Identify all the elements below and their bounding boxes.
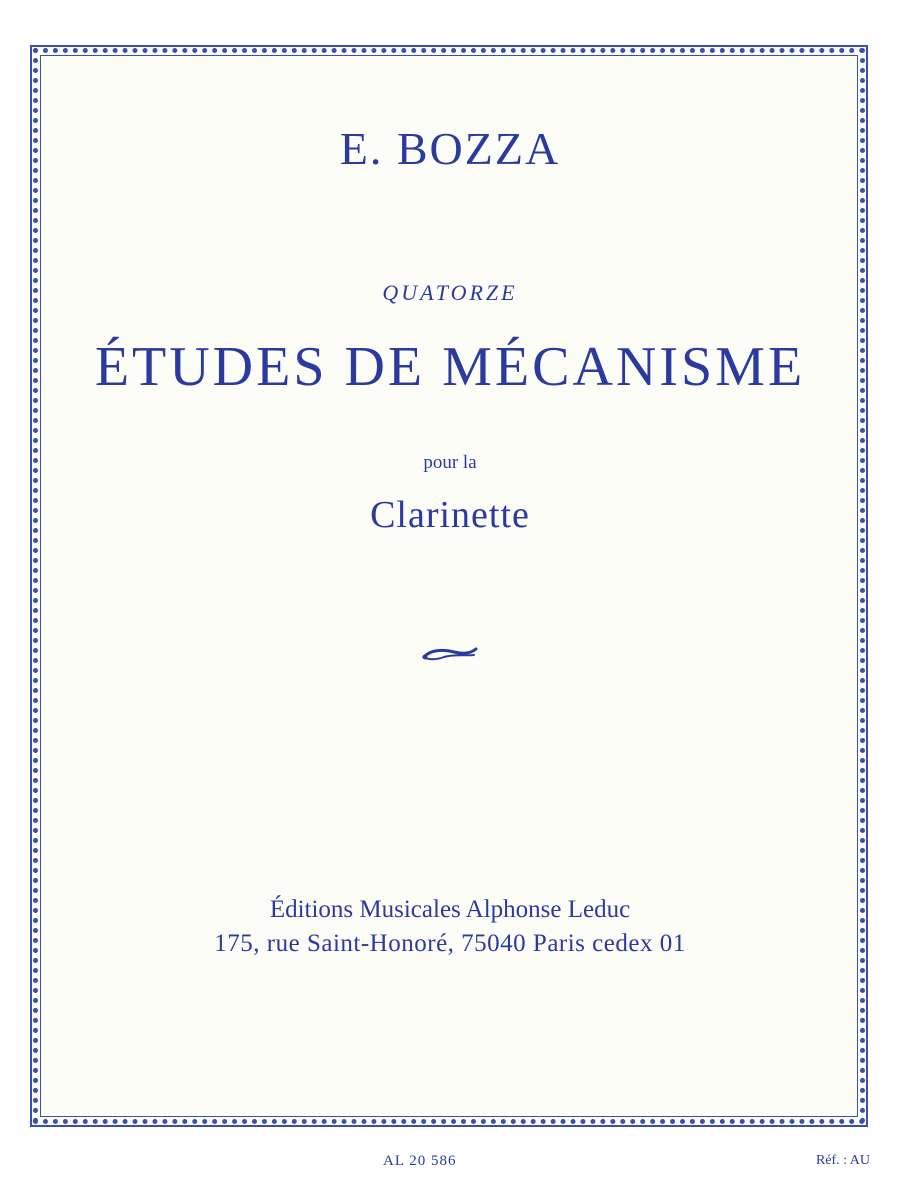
catalog-number: AL 20 586: [383, 1153, 457, 1169]
publisher-address: 175, rue Saint-Honoré, 75040 Paris cedex 01: [214, 930, 686, 957]
publisher-name: Éditions Musicales Alphonse Leduc: [269, 896, 631, 923]
instrument-prefix: pour la: [423, 452, 477, 473]
instrument-name: Clarinette: [370, 494, 530, 536]
title-prefix: QUATORZE: [382, 280, 518, 305]
reference-code: Réf. : AU: [815, 1153, 870, 1168]
flourish-ornament-icon: [420, 642, 480, 664]
work-title: ÉTUDES DE MÉCANISME: [94, 336, 806, 398]
composer-name: E. BOZZA: [339, 123, 561, 174]
cover-sheet: [30, 45, 868, 1127]
